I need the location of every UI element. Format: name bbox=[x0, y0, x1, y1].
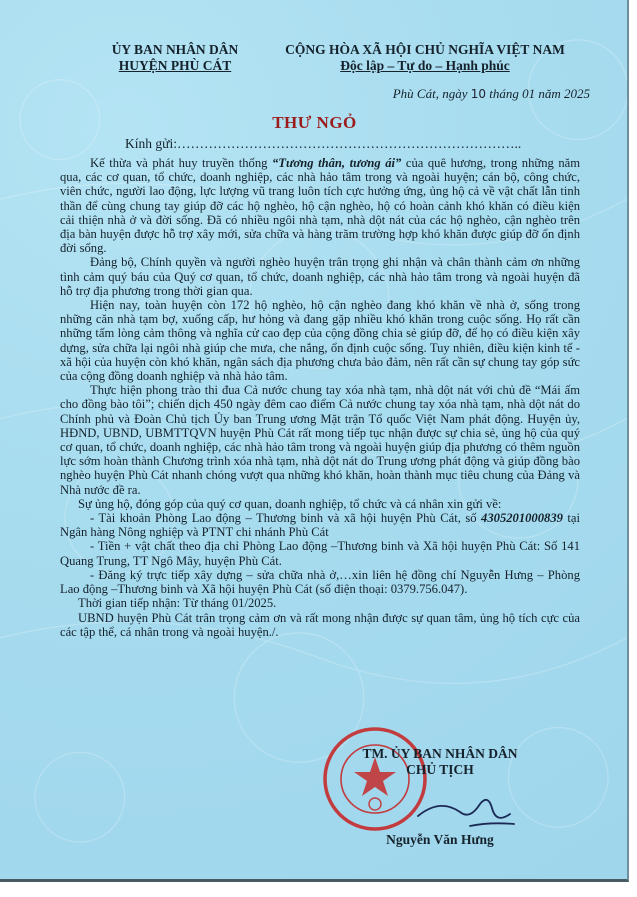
date-day: 10 bbox=[470, 87, 486, 101]
authority-line1: ỦY BAN NHÂN DÂN bbox=[111, 42, 239, 57]
letter-body bbox=[60, 156, 580, 639]
bank-account-line: - Tài khoản Phòng Lao động – Thương binh và xã hội huyện Phù Cát, số 4305201000839 tại Ngân hàng Nông nghiệp và PTNT chi nhánh Phù Cát bbox=[60, 511, 580, 540]
paragraph-2: Đảng bộ, Chính quyền và người nghèo huyện trân trọng ghi nhận và chân thành cảm ơn những tình cảm quý báu của Quý cơ quan, tổ chức, doanh nghiệp, các nhà hảo tâm trong và ngoài huyện đã hỗ trợ địa phương trong thời gian qua. bbox=[60, 255, 580, 298]
contact-line: - Đăng ký trực tiếp xây dựng – sửa chữa nhà ở,…xin liên hệ đồng chí Nguyễn Hưng – Phòng Lao động –Thương binh và Xã hội huyện Phù Cát (số điện thoại: 0379.756.047). bbox=[60, 567, 580, 597]
paragraph-1: Kế thừa và phát huy truyền thống “Tương thân, tương ái” của quê hương, trong những năm qua, các cơ quan, tổ chức, doanh nghiệp, các nhà hảo tâm trong và ngoài huyện; cán bộ, công chức, viên chức, người lao động, lực lượng vũ trang luôn tích cực hưởng ứng, ủng hộ cả về vật chất lẫn tinh thần để cùng chung tay giúp đỡ các hộ nghèo, hộ cận nghèo, hộ có hoàn cảnh khó khăn có điều kiện cải thiện nhà ở và đời sống. Đã có nhiều ngôi nhà tạm, nhà dột nát của các hộ nghèo, cận nghèo trên địa bàn huyện được hỗ trợ xây mới, sửa chữa và hàng trăm trường hợp khó khăn được giúp đỡ ổn định đời sống. bbox=[60, 156, 581, 256]
signature-role: CHỦ TỊCH bbox=[406, 762, 474, 777]
paragraph-5: Sự ủng hộ, đóng góp của quý cơ quan, doanh nghiệp, tổ chức và cá nhân xin gửi về: bbox=[78, 496, 502, 511]
document-title: THƯ NGỎ bbox=[272, 113, 357, 132]
authority-line2: HUYỆN PHÙ CÁT bbox=[118, 58, 232, 73]
paragraph-4: Thực hiện phong trào thi đua Cả nước chung tay xóa nhà tạm, nhà dột nát với chủ đề “Mái ấm cho đồng bào tôi”; chiến dịch 450 ngày đêm cao điểm Cả nước chung tay xóa nhà tạm, nhà dột nát do Chính phủ và Đoàn Chủ tịch Ủy ban Trung ương Mặt trận Tổ quốc Việt Nam phát động. Huyện ủy, HĐND, UBND, UBMTTQVN huyện Phù Cát rất mong tiếp tục nhận được sự chia sẻ, ủng hộ của quý cơ quan, tổ chức, doanh nghiệp, các nhà hảo tâm trong và ngoài huyện giúp địa phương có thêm nguồn lực sớm hoàn thành Chương trình xóa nhà tạm, nhà dột nát do Trung ương phát động và giúp đồng bào nghèo huyện Phù Cát nhanh chóng vượt qua những khó khăn, hoàn thành mục tiêu chung của Đảng và Nhà nước đề ra. bbox=[60, 383, 580, 497]
handwritten-signature-icon bbox=[410, 786, 520, 836]
signer-name: Nguyễn Văn Hưng bbox=[386, 832, 494, 847]
signature-title: TM. ỦY BAN NHÂN DÂN bbox=[362, 746, 518, 761]
national-motto bbox=[255, 42, 595, 74]
address-line: - Tiền + vật chất theo địa chỉ Phòng Lao động –Thương binh và Xã hội huyện Phù Cát: Số 141 Quang Trung, TT Ngô Mây, huyện Phù Cát. bbox=[60, 539, 580, 568]
closing-paragraph: UBND huyện Phù Cát trân trọng cảm ơn và rất mong nhận được sự quan tâm, ủng hộ tích cực của các tập thể, cá nhân trong và ngoài huyện./. bbox=[60, 610, 580, 639]
country-name: CỘNG HÒA XÃ HỘI CHỦ NGHĨA VIỆT NAM bbox=[285, 42, 565, 57]
motto: Độc lập – Tự do – Hạnh phúc bbox=[340, 58, 510, 73]
paragraph-3: Hiện nay, toàn huyện còn 172 hộ nghèo, hộ cận nghèo đang khó khăn về nhà ở, sống trong những căn nhà tạm bợ, xuống cấp, hư hỏng và đang gặp nhiều khó khăn trong cuộc sống. Họ rất cần những tấm lòng cảm thông và nghĩa cử cao đẹp của cộng đồng chia sẻ giúp đỡ, để họ có điều kiện xây dựng, sửa chữa lại ngôi nhà giúp che mưa, che nắng, ổn định cuộc sống. Tuy nhiên, điều kiện kinh tế - xã hội của huyện còn khó khăn, ngân sách địa phương chưa bảo đảm, nên rất cần sự chung tay góp sức của cộng đồng doanh nghiệp và nhà hảo tâm. bbox=[60, 298, 580, 384]
greeting: Kính gửi:………………………………………………………………….. bbox=[125, 136, 522, 151]
document-date bbox=[300, 86, 590, 102]
issuing-authority bbox=[70, 42, 280, 74]
receiving-time: Thời gian tiếp nhận: Từ tháng 01/2025. bbox=[78, 596, 277, 611]
date-prefix: Phù Cát, ngày bbox=[392, 86, 471, 101]
date-suffix: tháng 01 năm 2025 bbox=[486, 86, 590, 101]
